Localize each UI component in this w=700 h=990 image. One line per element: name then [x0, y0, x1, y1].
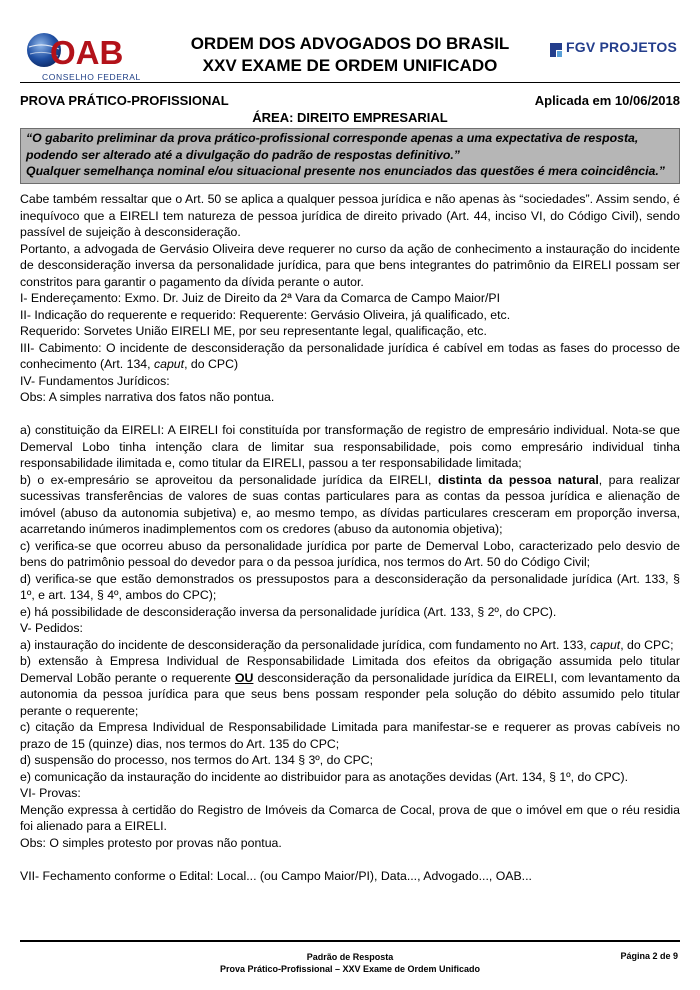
exam-date: Aplicada em 10/06/2018: [534, 93, 680, 108]
logo-subtitle: CONSELHO FEDERAL: [42, 72, 141, 82]
pedido-d: d) suspensão do processo, nos termos do Art. 134 § 3º, do CPC;: [20, 753, 374, 767]
disclaimer-line-1: “O gabarito preliminar da prova prático-profissional corresponde apenas a uma expectativa de resposta,: [26, 131, 639, 145]
logo-text: OAB: [50, 34, 124, 71]
fundamento-e: e) há possibilidade de desconsideração inversa da personalidade jurídica (Art. 133, § 2º, do CPC).: [20, 604, 557, 619]
fundamento-b: b) o ex-empresário se aproveitou da personalidade jurídica da EIRELI, distinta da pessoa natural, para realizar sucessivas transferências de valores de suas contas particulares para as contas da pessoa jurídica e alienação de imóvel (abuso da autonomia subjetiva) e, ao mesmo tempo, as dívidas particulares cresceram em proporção inversa, acarretando inúmeros inadimplementos com os credores (abuso da autonomia objetiva);: [20, 472, 681, 536]
obs-narrativa: Obs: A simples narrativa dos fatos não pontua.: [20, 390, 275, 404]
oab-logo: [20, 30, 146, 86]
disclaimer-box: [20, 128, 680, 184]
org-name: ORDEM DOS ADVOGADOS DO BRASIL: [190, 34, 510, 53]
paragraph-art50: Cabe também ressaltar que o Art. 50 se aplica a qualquer pessoa jurídica e não apenas às “sociedades”. Assim sendo, é inequívoco que a EIRELI tem natureza de pessoa jurídica de direito privado (Art. 44, inciso VI, do Código Civil), sendo passível de sujeição à desconsideração.: [20, 192, 680, 239]
item-requerido: Requerido: Sorvetes União EIRELI ME, por seu representante legal, qualificação, etc.: [20, 324, 487, 338]
footer-divider: [20, 940, 680, 942]
header-divider: [20, 82, 680, 83]
fundamento-c: c) verifica-se que ocorreu abuso da personalidade jurídica por parte de Demerval Lobo, caracterizado pelo desvio de bens do patrimônio pessoal do devedor para o da pessoa jurídica, nos termos do Art. 50 do Código Civil;: [20, 538, 680, 569]
footer-line-1: Padrão de Resposta: [306, 952, 394, 962]
item-fundamentos: IV- Fundamentos Jurídicos:: [20, 373, 170, 388]
item-provas: VI- Provas:: [20, 786, 81, 800]
page-number: Página 2 de 9: [620, 951, 678, 961]
item-fechamento: VII- Fechamento conforme o Edital: Local... (ou Campo Maior/PI), Data..., Advogado..., OAB...: [20, 868, 532, 883]
exam-area: ÁREA: DIREITO EMPRESARIAL: [252, 110, 448, 125]
pedido-a: a) instauração do incidente de desconsideração da personalidade jurídica, com fundamento no Art. 133, caput, do CPC;: [20, 637, 674, 652]
obs-protesto: Obs: O simples protesto por provas não pontua.: [20, 835, 282, 850]
footer-title: [0, 951, 700, 975]
pedido-b: b) extensão à Empresa Individual de Responsabilidade Limitada dos efeitos da obrigação assumida pelo titular Demerval Lobão perante o requerente OU desconsideração da personalidade jurídica da EIRELI, com levantamento da autonomia da pessoa jurídica para que seus bens possam responder pela solução do débito assumido pelo titular perante o requerente;: [20, 654, 680, 718]
fundamento-a: a) constituição da EIRELI: A EIRELI foi constituída por transformação de registro de empresário individual. Nota-se que Demerval Lobo tinha intenção clara de limitar sua responsabilidade, pois como empresário individual tinha responsabilidade ilimitada e, como titular da EIRELI, passou a ter responsabilidade limitada;: [20, 423, 680, 470]
pedido-e: e) comunicação da instauração do incidente ao distribuidor para as anotações devidas (Art. 134, § 1º, do CPC).: [20, 769, 629, 784]
item-indicacao: II- Indicação do requerente e requerido: Requerente: Gervásio Oliveira, já qualificado, etc.: [20, 307, 511, 322]
item-cabimento: III- Cabimento: O incidente de desconsideração da personalidade jurídica é cabível em todas as fases do processo de conhecimento (Art. 134, caput, do CPC): [20, 340, 680, 371]
fgv-logo-text: FGV PROJETOS: [566, 39, 678, 55]
disclaimer-line-2: podendo ser alterado até a divulgação do padrão de respostas definitivo.”: [26, 147, 460, 162]
paragraph-portanto: Portanto, a advogada de Gervásio Oliveira deve requerer no curso da ação de conhecimento a instauração do incidente de desconsideração inversa da personalidade jurídica, para que bens integrantes do patrimônio da EIRELI possam ser constritos para garantir o pagamento da dívida perante o autor.: [20, 241, 680, 289]
pedido-c: c) citação da Empresa Individual de Responsabilidade Limitada para manifestar-se e requerer as provas cabíveis no prazo de 15 (quinze) dias, nos termos do Art. 135 do CPC;: [20, 720, 680, 751]
disclaimer-line-3: Qualquer semelhança nominal e/ou situacional presente nos enunciados das questões é mera coincidência.”: [26, 164, 665, 178]
footer-line-2: Prova Prático-Profissional – XXV Exame de Ordem Unificado: [219, 964, 481, 974]
exam-name: XXV EXAME DE ORDEM UNIFICADO: [202, 56, 498, 75]
item-pedidos: V- Pedidos:: [20, 621, 83, 635]
item-enderecamento: I- Endereçamento: Exmo. Dr. Juiz de Direito da 2ª Vara da Comarca de Campo Maior/PI: [20, 291, 501, 305]
provas-mencao: Menção expressa à certidão do Registro de Imóveis da Comarca de Cocal, prova de que o imóvel em que o réu residia foi alienado para a EIRELI.: [20, 802, 680, 833]
fundamento-d: d) verifica-se que estão demonstrados os pressupostos para a desconsideração da personalidade jurídica (Art. 133, § 1º, e art. 134, § 4º, ambos do CPC);: [20, 571, 680, 602]
exam-type: PROVA PRÁTICO-PROFISSIONAL: [20, 93, 229, 108]
page-header-title: [148, 33, 552, 77]
answer-content: [20, 191, 680, 884]
